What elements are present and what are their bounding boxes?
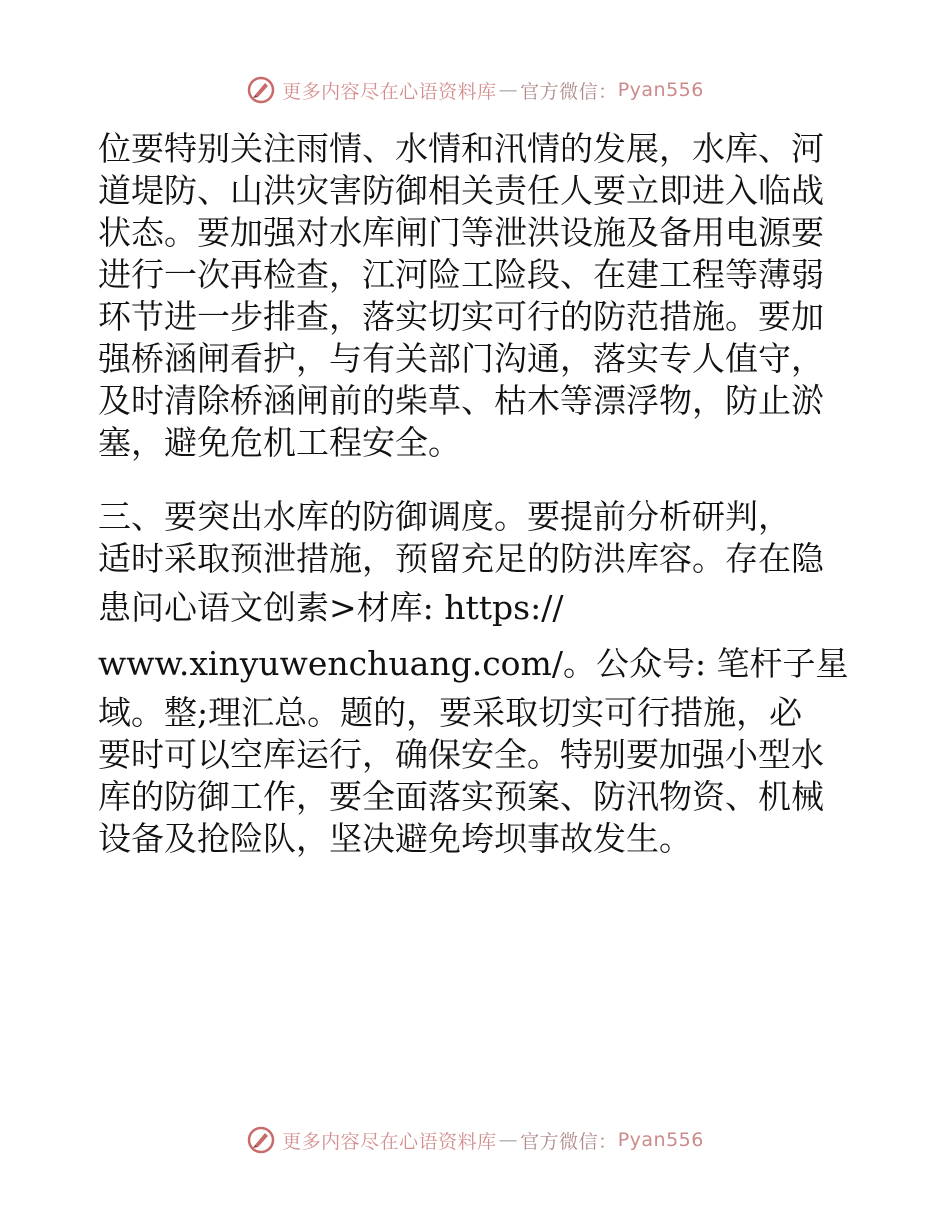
text-line: 设备及抢险队，坚决避免垮坝事故发生。 <box>98 819 692 858</box>
banner-wechat-id: Pyan556 <box>617 79 704 101</box>
text-line: 位要特别关注雨情、水情和汛情的发展，水库、河 <box>98 129 824 168</box>
text-line: 环节进一步排查，落实切实可行的防范措施。要加 <box>98 297 824 336</box>
banner-wechat-id: Pyan556 <box>617 1129 704 1151</box>
text-line: 道堤防、山洪灾害防御相关责任人要立即进入临战 <box>98 171 824 210</box>
header-watermark-banner <box>0 70 950 110</box>
brand-logo-icon <box>246 75 276 105</box>
text-line: 及时清除桥涵闸前的柴草、枯木等漂浮物，防止淤 <box>98 381 824 420</box>
text-line: 库的防御工作，要全面落实预案、防汛物资、机械 <box>98 777 824 816</box>
text-line: 强桥涵闸看护，与有关部门沟通，落实专人值守， <box>98 339 824 378</box>
section-heading-line: 三、要突出水库的防御调度。要提前分析研判， <box>98 497 791 536</box>
text-line: www.xinyuwenchuang.com/。公众号: 笔杆子星 <box>98 644 849 683</box>
banner-dash: — <box>498 1129 519 1151</box>
brand-logo-icon <box>246 1125 276 1155</box>
banner-dash: — <box>498 79 519 101</box>
banner-main-text: 更多内容尽在心语资料库 <box>282 1130 497 1153</box>
text-line: 进行一次再检查，江河险工险段、在建工程等薄弱 <box>98 255 824 294</box>
text-line: 塞，避免危机工程安全。 <box>98 423 461 462</box>
banner-wechat-label: 官方微信： <box>520 80 618 103</box>
banner-main-text: 更多内容尽在心语资料库 <box>282 80 497 103</box>
text-line: 患问心语文创素>材库: https:// <box>98 588 564 627</box>
footer-watermark-banner <box>0 1120 950 1160</box>
text-line: 状态。要加强对水库闸门等泄洪设施及备用电源要 <box>98 213 824 252</box>
text-line: 适时采取预泄措施，预留充足的防洪库容。存在隐 <box>98 539 824 578</box>
text-line: 要时可以空库运行，确保安全。特别要加强小型水 <box>98 735 824 774</box>
banner-wechat-label: 官方微信： <box>520 1130 618 1153</box>
text-line: 域。整;理汇总。题的，要采取切实可行措施，必 <box>98 693 803 732</box>
document-body <box>98 128 858 860</box>
